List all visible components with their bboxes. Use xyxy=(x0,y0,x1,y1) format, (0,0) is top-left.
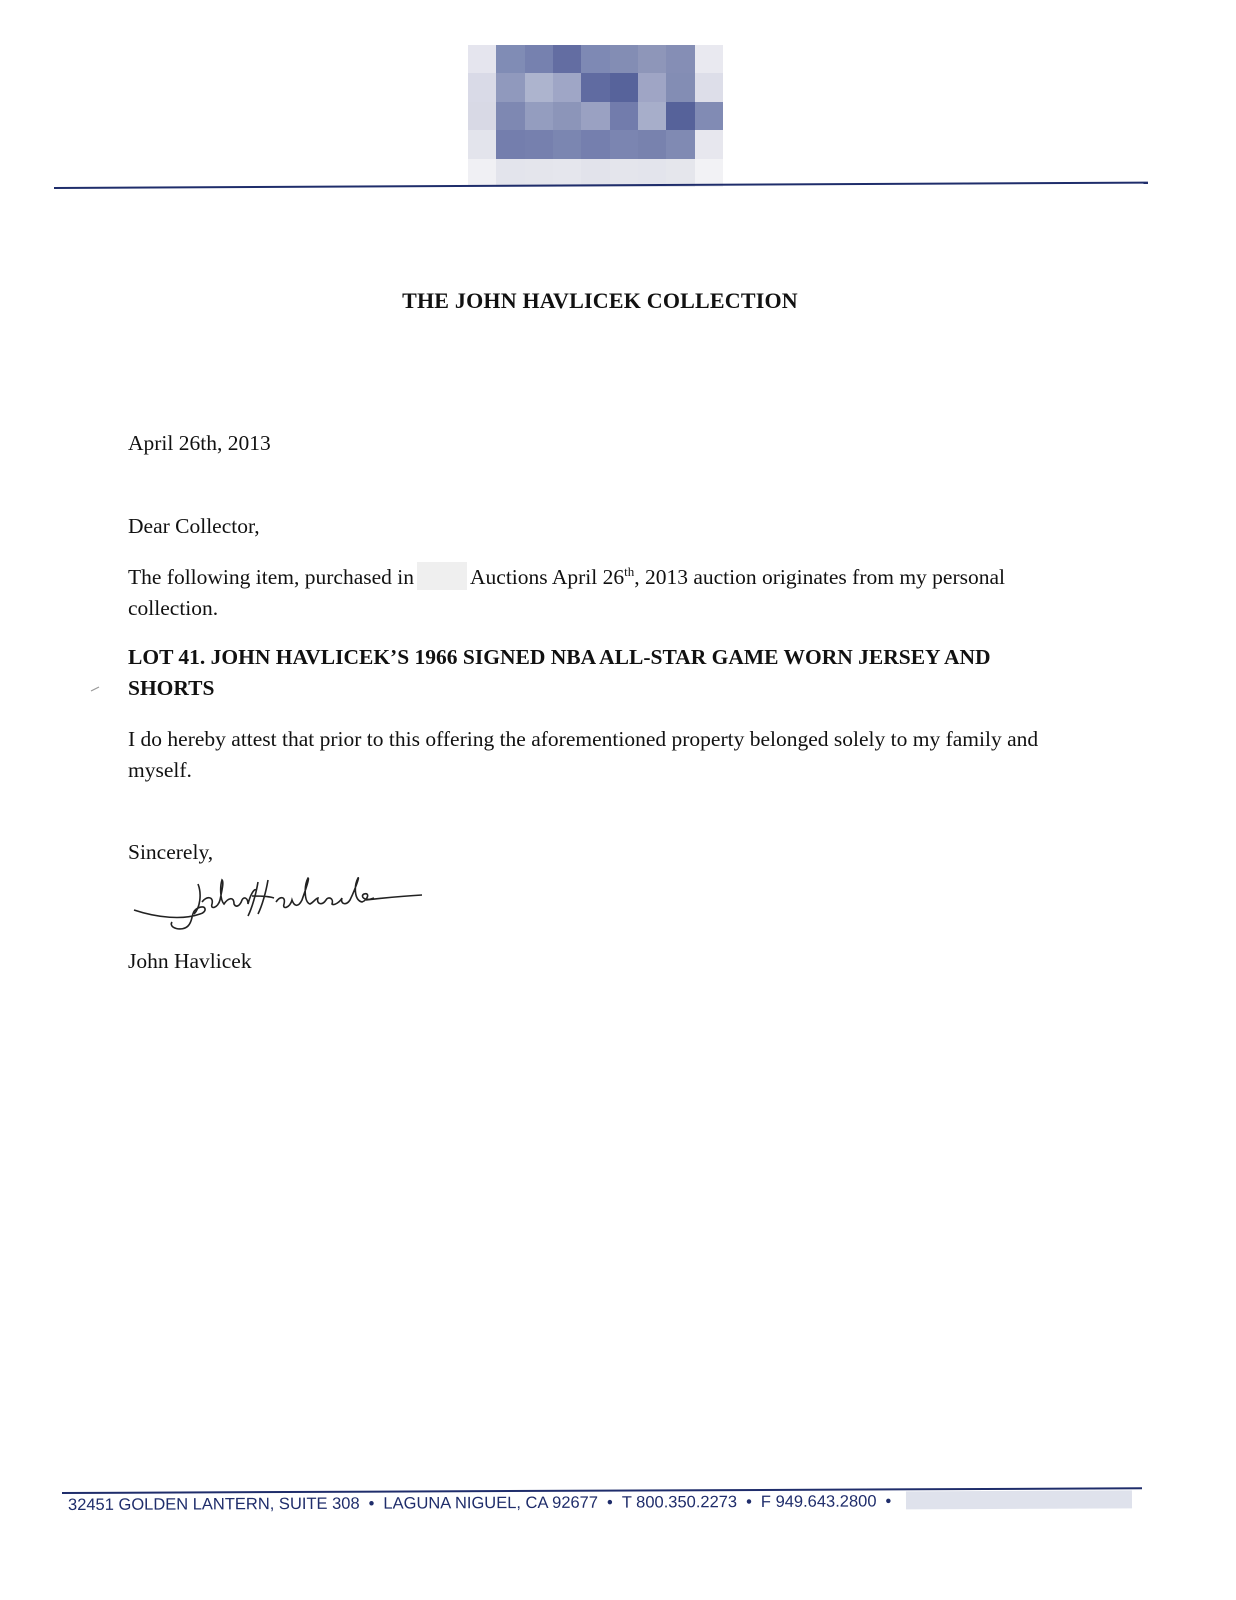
body-paragraph-2: I do hereby attest that prior to this offering the aforementioned property belonged solely to my family and myself. xyxy=(128,727,1039,782)
redacted-website xyxy=(906,1490,1132,1509)
footer-phone: T 800.350.2273 xyxy=(621,1493,738,1512)
logo-mosaic-tile xyxy=(496,45,524,73)
logo-mosaic-tile xyxy=(666,102,694,130)
lot-heading: LOT 41. JOHN HAVLICEK’S 1966 SIGNED NBA ALL-STAR GAME WORN JERSEY AND SHORTS xyxy=(128,645,991,700)
logo-mosaic-tile xyxy=(638,45,666,73)
logo-mosaic-tile xyxy=(638,130,666,158)
footer-fax: F 949.643.2800 xyxy=(760,1492,877,1511)
logo-mosaic-tile xyxy=(666,159,694,187)
logo-mosaic-tile xyxy=(525,159,553,187)
footer-separator: • xyxy=(606,1493,613,1512)
logo-mosaic-tile xyxy=(468,130,496,158)
handwritten-signature xyxy=(128,868,428,938)
logo-mosaic-tile xyxy=(695,73,723,101)
logo-mosaic-tile xyxy=(610,45,638,73)
logo-mosaic-tile xyxy=(695,130,723,158)
letter-date: April 26th, 2013 xyxy=(128,431,271,455)
logo-mosaic-tile xyxy=(553,130,581,158)
footer-city: LAGUNA NIGUEL, CA 92677 xyxy=(383,1493,599,1513)
body-paragraph-1-rest: , 2013 auction originates from my personal collection. xyxy=(128,565,1006,620)
body-paragraph-1-after: Auctions April 26 xyxy=(470,565,625,589)
page-title: THE JOHN HAVLICEK COLLECTION xyxy=(402,288,798,313)
logo-mosaic-tile xyxy=(553,102,581,130)
logo-mosaic-tile xyxy=(581,102,609,130)
stray-pen-mark xyxy=(90,686,100,692)
logo-mosaic-tile xyxy=(695,102,723,130)
logo-mosaic-tile xyxy=(468,102,496,130)
logo-mosaic-tile xyxy=(496,102,524,130)
letterhead-logo-redacted xyxy=(468,45,723,187)
logo-mosaic-tile xyxy=(553,45,581,73)
footer-contact xyxy=(68,1490,1168,1515)
logo-mosaic-tile xyxy=(525,102,553,130)
footer-separator: • xyxy=(885,1492,892,1511)
logo-mosaic-tile xyxy=(496,130,524,158)
ordinal-superscript: th xyxy=(624,563,635,579)
logo-mosaic-tile xyxy=(666,130,694,158)
logo-mosaic-tile xyxy=(695,159,723,187)
footer-separator: • xyxy=(746,1493,752,1512)
logo-mosaic-tile xyxy=(695,45,723,73)
logo-mosaic-tile xyxy=(468,159,496,187)
salutation: Dear Collector, xyxy=(128,514,260,538)
logo-mosaic-tile xyxy=(525,130,553,158)
redacted-auction-house xyxy=(417,562,467,590)
logo-mosaic-tile xyxy=(666,73,694,101)
footer-separator: • xyxy=(368,1494,375,1513)
logo-mosaic-tile xyxy=(610,73,638,101)
signer-name: John Havlicek xyxy=(128,949,252,973)
logo-mosaic-tile xyxy=(553,73,581,101)
logo-mosaic-tile xyxy=(581,45,609,73)
logo-mosaic-tile xyxy=(581,130,609,158)
logo-mosaic-tile xyxy=(496,73,524,101)
logo-mosaic-tile xyxy=(610,130,638,158)
logo-mosaic-tile xyxy=(638,102,666,130)
logo-mosaic-tile xyxy=(525,73,553,101)
logo-mosaic-tile xyxy=(666,45,694,73)
closing: Sincerely, xyxy=(128,840,214,864)
logo-mosaic-tile xyxy=(496,159,524,187)
logo-mosaic-tile xyxy=(525,45,553,73)
logo-mosaic-tile xyxy=(638,159,666,187)
footer-address: 32451 GOLDEN LANTERN, SUITE 308 xyxy=(67,1494,360,1514)
logo-mosaic-tile xyxy=(581,73,609,101)
logo-mosaic-tile xyxy=(638,73,666,101)
body-paragraph-1-before: The following item, purchased in xyxy=(128,565,414,589)
body-paragraph-1 xyxy=(128,562,1058,624)
logo-mosaic-tile xyxy=(468,73,496,101)
logo-mosaic-tile xyxy=(581,159,609,187)
logo-mosaic-tile xyxy=(610,102,638,130)
logo-mosaic-tile xyxy=(610,159,638,187)
logo-mosaic-tile xyxy=(553,159,581,187)
logo-mosaic-tile xyxy=(468,45,496,73)
